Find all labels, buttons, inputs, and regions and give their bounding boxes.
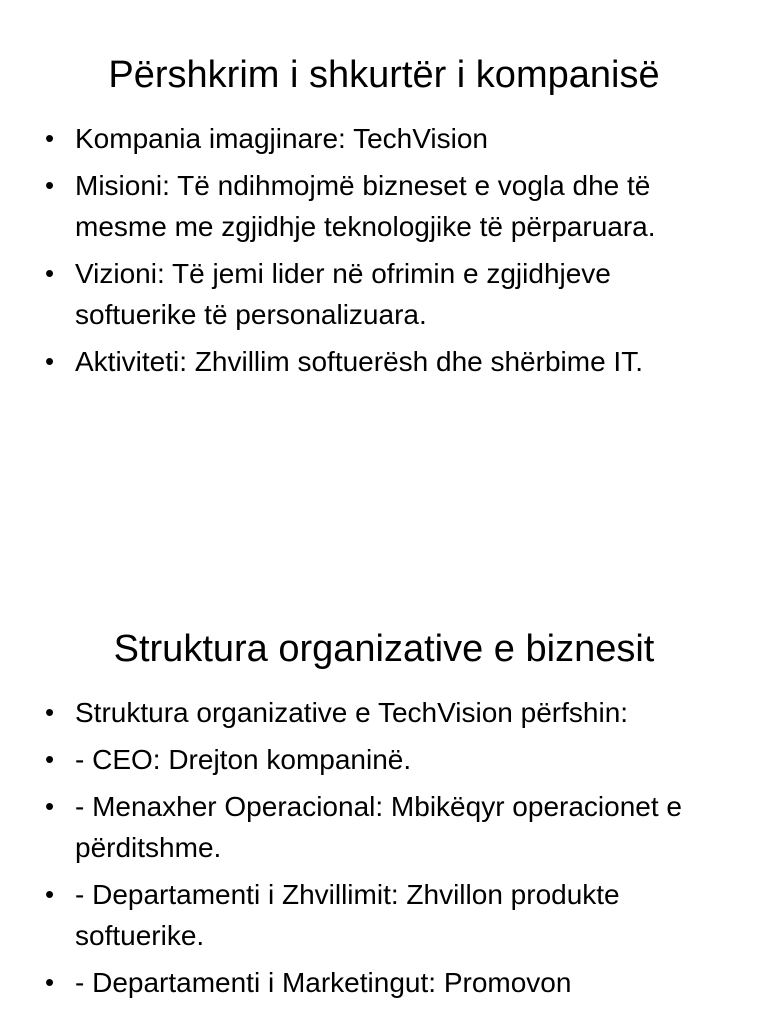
slide-2-bullet-3 bbox=[45, 786, 728, 868]
slide-2-bullet-2 bbox=[45, 739, 728, 780]
slide-2-bullet-5 bbox=[45, 962, 728, 1003]
slide-1-bullet-4 bbox=[45, 341, 728, 382]
bullet-dot-icon: • bbox=[45, 744, 55, 774]
bullet-text: - Departamenti i Marketingut: Promovon bbox=[75, 967, 572, 998]
bullet-text: Vizioni: Të jemi lider në ofrimin e zgjidhjeve softuerike të personalizuara. bbox=[75, 258, 611, 330]
bullet-text: Kompania imagjinare: TechVision bbox=[75, 123, 488, 154]
bullet-dot-icon: • bbox=[45, 170, 55, 200]
slide-1-bullet-3 bbox=[45, 253, 728, 335]
bullet-text: Struktura organizative e TechVision përfshin: bbox=[75, 697, 629, 728]
bullet-text: Misioni: Të ndihmojmë bizneset e vogla dhe të mesme me zgjidhje teknologjike të përparuara. bbox=[75, 170, 656, 242]
bullet-text: Aktiviteti: Zhvillim softuerësh dhe shërbime IT. bbox=[75, 346, 643, 377]
bullet-dot-icon: • bbox=[45, 346, 55, 376]
bullet-dot-icon: • bbox=[45, 791, 55, 821]
slide-2 bbox=[0, 576, 768, 1024]
slide-2-title: Struktura organizative e biznesit bbox=[113, 628, 655, 670]
slide-1-bullet-2 bbox=[45, 165, 728, 247]
slide-2-bullet-4 bbox=[45, 874, 728, 956]
slide-1-bullet-1 bbox=[45, 118, 728, 159]
bullet-text: - CEO: Drejton kompaninë. bbox=[75, 744, 412, 775]
slide-1-bullet-list bbox=[0, 118, 768, 382]
bullet-dot-icon: • bbox=[45, 123, 55, 153]
bullet-text: - Menaxher Operacional: Mbikëqyr operacionet e përditshme. bbox=[75, 791, 682, 863]
bullet-dot-icon: • bbox=[45, 258, 55, 288]
bullet-dot-icon: • bbox=[45, 879, 55, 909]
bullet-text: - Departamenti i Zhvillimit: Zhvillon produkte softuerike. bbox=[75, 879, 620, 951]
slide-2-bullet-1 bbox=[45, 692, 728, 733]
bullet-dot-icon: • bbox=[45, 697, 55, 727]
slide-1-title: Përshkrim i shkurtër i kompanisë bbox=[108, 54, 660, 96]
bullet-dot-icon: • bbox=[45, 967, 55, 997]
slide-2-bullet-list bbox=[0, 692, 768, 1003]
